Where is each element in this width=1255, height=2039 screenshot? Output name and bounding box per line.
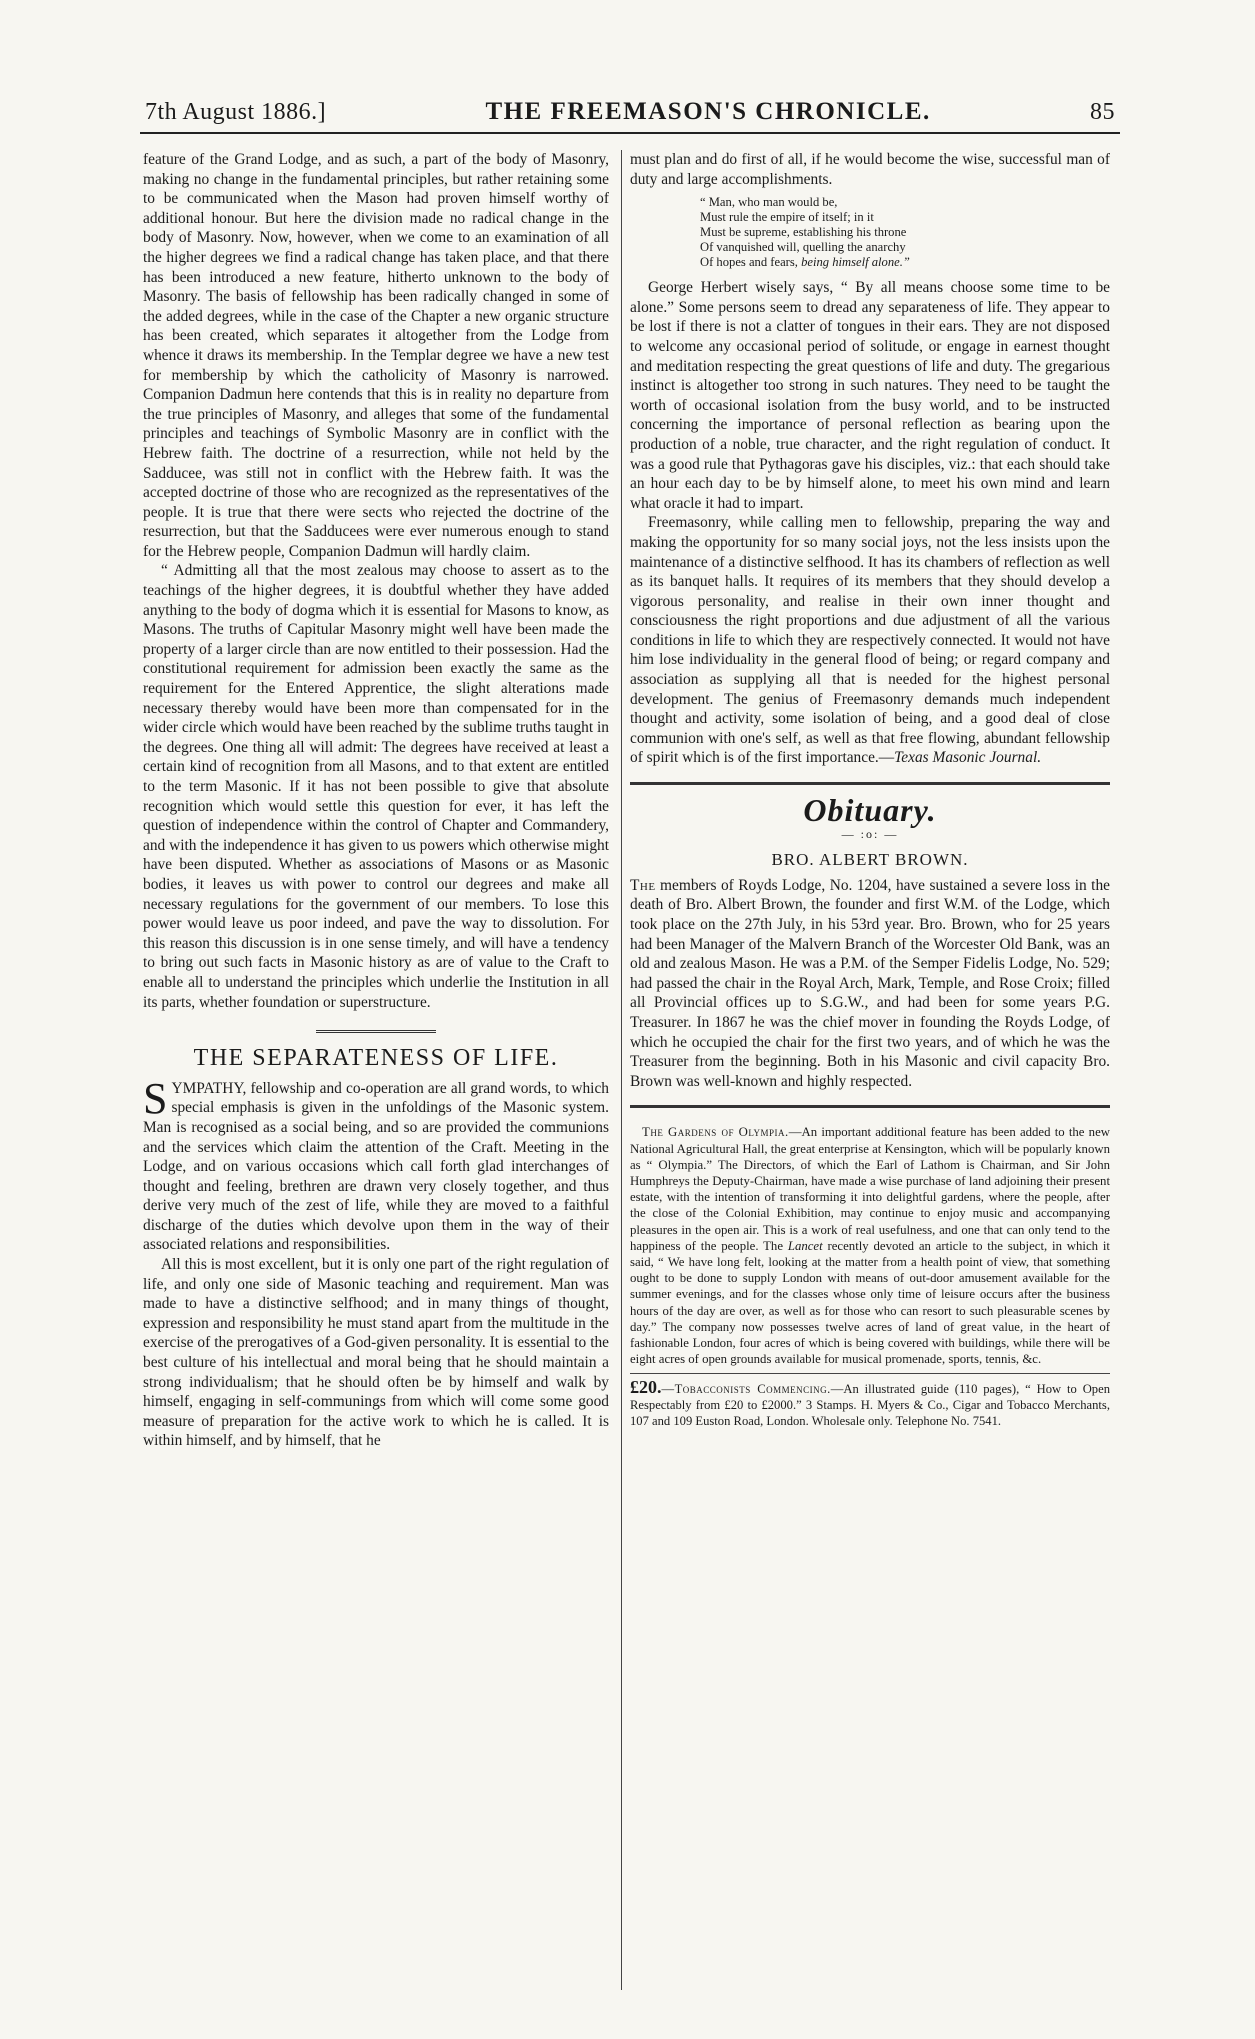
column-divider [621, 150, 622, 1990]
obituary-subheading: BRO. ALBERT BROWN. [771, 850, 969, 870]
article-end-rule [316, 1030, 436, 1035]
issue-date: 7th August 1886.] [145, 99, 327, 125]
section-second-paragraph: All this is most excellent, but it is only one part of the right regulation of life, and only one side of Masonic teaching and requirement. Man was made to have a distinctive selfhood; and in many things of thought, expression and responsibility he must stand apart from the multitude in the exercise of the prerogatives of a God-given personality. It is essential to the best culture of his intellectual and moral being that he should maintain a strong individualism; that he should often be by himself and walk by himself, engaging in self-communings from which will come some good measure of preparation for the active work to which he is called. It is within himself, and by himself, that he [143, 1256, 609, 1450]
article-continuation-paragraph: feature of the Grand Lodge, and as such, a part of the body of Masonry, making no change in the fundamental principles, but rather retaining some to be communicated when the Mason had proven himself worthy of additional honour. But here the division made no radical change in the body of Masonry. Now, however, when we come to an examination of all the higher degrees we find a radical change has taken place, and that there has been introduced a new feature, hitherto unknown to the body of Masonry. The basis of fellowship has been radically changed in some of the added degrees, while in the case of the Chapter a new organic structure has been created, which separates it altogether from the Lodge from whence it draws its membership. In the Templar degree we have a new test for membership by which the catholicity of Masonry is narrowed. Companion Dadmun here contends that this is in reality no departure from the true principles of Masonry, and alleges that some of the fundamental principles and teachings of Symbolic Masonry are in conflict with the Hebrew faith. The doctrine of a resurrection, while not held by the Sadducee, was still not in conflict with the Hebrew faith. It was the accepted doctrine of those who are recognized as the representatives of the people. It is true that there were sects who rejected the doctrine of the resurrection, but that the Sadducees were ever numerous enough to stand for the Hebrew people, Companion Dadmun will hardly claim. [143, 151, 609, 560]
section-heading: THE SEPARATENESS OF LIFE. [193, 1045, 559, 1072]
left-column [143, 150, 609, 1451]
advertisement: £20.—Tobacconists Commencing.—An illustrated guide (110 pages), “ How to Open Respectably from £20 to £2000.” 3 Stamps. H. Myers & Co., Cigar and Tobacco Merchants, 107 and 109 Euston Road, London. Wholesale only. Telephone No. 7541. [630, 1377, 1110, 1428]
ornament-separator: — :o: — [841, 826, 899, 841]
article-continuation-paragraph: “ Admitting all that the most zealous may choose to assert as to the teachings of the higher degrees, it is doubtful whether they have added anything to the body of dogma which it is essential for Masons to know, as Masons. The truths of Capitular Masonry might well have been made the property of a larger circle than are now entitled to their possession. Had the constitutional requirement for admission been exactly the same as the requirement for the Entered Apprentice, the slight alterations made necessary thereby would have been more than compensated for in the wider circle which would have been reached by the sublime truths taught in the degrees. One thing all will admit: The degrees have received at least a certain kind of recognition from all Masons, and to that extent are entitled to the term Masonic. If it has not been possible to give that absolute recognition which would settle this question for ever, it has left the question of independence within the control of Chapter and Commandery, and with the independence it has given to us powers which otherwise might have been disputed. Whether as associations of Masons or as Masonic bodies, it leaves us with power to control our degrees and make all necessary regulations for the government of our members. To lose this power would leave us poor indeed, and pave the way to dissolution. For this reason this discussion is in one sense timely, and will have a tendency to bring out such facts in Masonic history as are of value to the Craft to enable all to understand the principles which underlie the Institution in all its parts, whether foundation or superstructure. [143, 562, 609, 1011]
advert-amount: £20. [630, 1377, 662, 1398]
body-paragraph: George Herbert wisely says, “ By all means choose some time to be alone.” Some persons seem to dread any separateness of life. They appear to be lost if there is not a clatter of tongues in their ears. They are not disposed to welcome any occasional period of solitude, or engage in earnest thought and meditation respecting the great questions of life and duty. The gregarious instinct is altogether too strong in such natures. They need to be taught the worth of occasional isolation from the busy world, and to be instructed concerning the importance of personal reflection as bearing upon the production of a noble, true character, and the right regulation of conduct. It was a good rule that Pythagoras gave his disciples, viz.: that each should take an hour each day to be by himself alone, to meet his own mind and learn what oracle it had to impart. [630, 279, 1110, 512]
publication-title: THE FREEMASON'S CHRONICLE. [485, 98, 931, 125]
right-column [630, 150, 1110, 1429]
running-head [145, 98, 1115, 132]
obituary-heading: Obituary. [803, 792, 937, 829]
continued-paragraph: must plan and do first of all, if he would become the wise, successful man of duty and large accomplishments. [630, 151, 1110, 188]
section-first-paragraph-text: YMPATHY, fellowship and co-operation are all grand words, to which special emphasis is given in the unfoldings of the Masonic system. Man is recognised as a social being, and so are provided the communions and the services which claim the attention of the Craft. Meeting in the Lodge, and on various occasions which call forth glad interchanges of thought and feeling, brethren are drawn very closely together, and thus derive very much of the zest of life, while they are moved to a faithful discharge of the duties which devolve upon them in the way of their associated relations and responsibilities. [143, 1079, 609, 1254]
section-first-paragraph [143, 1073, 609, 1255]
body-paragraph: Freemasonry, while calling men to fellowship, preparing the way and making the opportunity for so many social joys, not the less insists upon the maintenance of a distinctive selfhood. It has its chambers of reflection as well as its banquet halls. It requires of its members that they should develop a vigorous personality, and realise in their own inner thought and consciousness the right proportions and due adjustment of all the various conditions in life to which they are respectively connected. It would not have him lose individuality in the general flood of being; or regard company and association as supplying all that is needed for the highest personal development. The genius of Freemasonry demands much independent thought and activity, some isolation of being, and a good deal of close communion with one's self, as well as that free flowing, abundant fellowship of spirit which is of the first importance.—Texas Masonic Journal. [630, 514, 1110, 767]
header-rule [140, 132, 1120, 134]
verse-line: Must rule the empire of itself; in it [700, 210, 874, 225]
gardens-notice [630, 1124, 1110, 1367]
obituary-paragraph: The members of Royds Lodge, No. 1204, have sustained a severe loss in the death of Bro. Albert Brown, the founder and first W.M. of the Lodge, which took place on the 27th July, in his 53rd year. Bro. Brown, who for 25 years had been Manager of the Malvern Branch of the Worcester Old Bank, was an old and zealous Mason. He was a P.M. of the Semper Fidelis Lodge, No. 529; had passed the chair in the Royal Arch, Mark, Temple, and Rose Croix; filled all Provincial offices up to S.G.W., and had been for some years P.G. Treasurer. In 1867 he was the chief mover in founding the Royds Lodge, of which he occupied the chair for the first two years, and of which he was the Treasurer from the beginning. Both in his Masonic and civil capacity Bro. Brown was well-known and highly respected. [630, 876, 1110, 1090]
section-rule [630, 782, 1110, 785]
verse-line-last: Of hopes and fears, being himself alone.” [700, 255, 910, 270]
advert-rule [630, 1373, 1110, 1374]
drop-cap: S [143, 1073, 168, 1123]
verse-line: “ Man, who man would be, [700, 195, 838, 210]
page-number: 85 [1090, 99, 1115, 125]
verse-line: Must be supreme, establishing his throne [700, 225, 907, 240]
gardens-paragraph: The Gardens of Olympia.—An important additional feature has been added to the new National Agricultural Hall, the great enterprise at Kensington, which will be popularly known as “ Olympia.” The Directors, of which the Earl of Lathom is Chairman, and Sir John Humphreys the Deputy-Chairman, have made a wise purchase of land adjoining their present estate, with the intention of transforming it into delightful gardens, where the people, after the close of the Colonial Exhibition, may continue to enjoy music and accompanying pleasures in the open air. This is a work of real usefulness, and one that can only tend to the happiness of the people. The Lancet recently devoted an article to the subject, in which it said, “ We have long felt, looking at the matter from a health point of view, that something ought to be done to supply London with means of out-door amusement available for the summer evenings, and for the classes whose only time of leisure occurs after the business hours of the day are over, as well as for those who can resort to such pleasurable scenes by day.” The company now possesses twelve acres of land of great value, in the heart of fashionable London, four acres of which is being covered with buildings, while there will be eight acres of open grounds available for musical promenade, sports, tennis, &c. [630, 1125, 1110, 1367]
source-citation: Texas Masonic Journal. [894, 749, 1042, 767]
verse-quotation [700, 195, 1110, 270]
verse-line: Of vanquished will, quelling the anarchy [700, 240, 906, 255]
section-rule [630, 1105, 1110, 1108]
